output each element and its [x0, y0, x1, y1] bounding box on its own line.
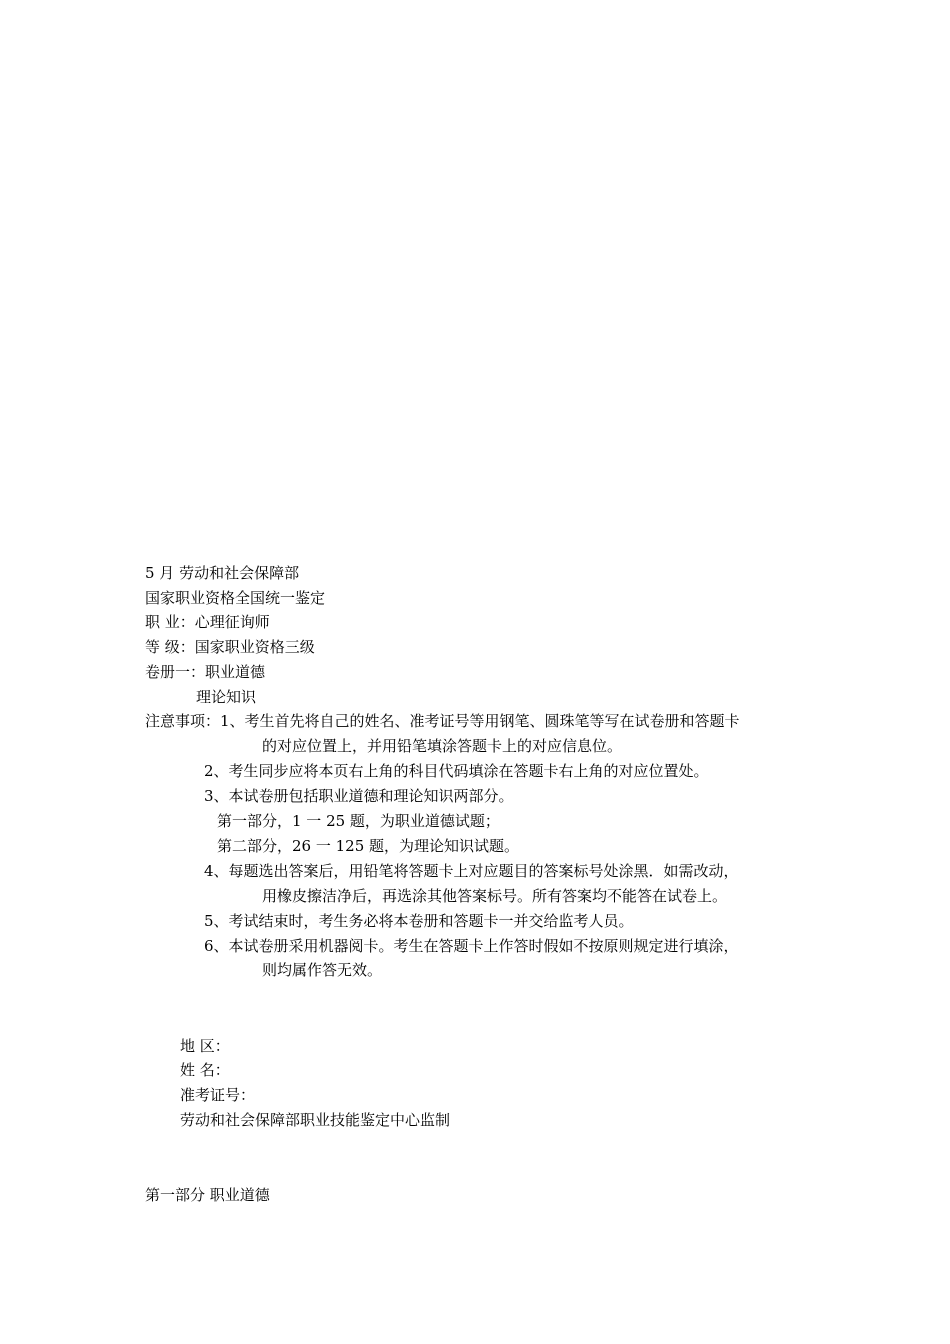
notes-item3-sub1: 第一部分，1 一 25 题，为职业道德试题；	[217, 812, 500, 830]
header-volume-sub: 理论知识	[196, 688, 257, 706]
notes-item6-cont: 则均属作答无效。	[262, 961, 383, 979]
notes-item3: 3、本试卷册包括职业道德和理论知识两部分。	[204, 787, 514, 805]
section-title: 第一部分 职业道德	[145, 1186, 270, 1204]
field-exam-id: 准考证号：	[180, 1086, 256, 1104]
notes-item5: 5、考试结束时，考生务必将本卷册和答题卡一并交给监考人员。	[204, 912, 634, 930]
notes-item2: 2、考生同步应将本页右上角的科目代码填涂在答题卡右上角的对应位置处。	[204, 762, 709, 780]
header-title: 国家职业资格全国统一鉴定	[145, 589, 326, 607]
header-volume: 卷册一：职业道德	[145, 663, 266, 681]
notes-item4-cont: 用橡皮擦洁净后，再选涂其他答案标号。所有答案均不能答在试卷上。	[262, 887, 728, 905]
header-occupation: 职 业：心理征询师	[145, 613, 270, 631]
field-supervisor: 劳动和社会保障部职业技能鉴定中心监制	[180, 1111, 451, 1129]
notes-item3-sub2: 第二部分，26 一 125 题，为理论知识试题。	[217, 837, 520, 855]
notes-label-line: 注意事项：1、考生首先将自己的姓名、准考证号等用钢笔、圆珠笔等写在试卷册和答题卡	[145, 712, 740, 730]
field-region: 地 区：	[180, 1037, 230, 1055]
notes-item6: 6、本试卷册采用机器阅卡。考生在答题卡上作答时假如不按原则规定进行填涂，	[204, 937, 739, 955]
header-date-org: 5 月 劳动和社会保障部	[145, 564, 300, 582]
field-name: 姓 名：	[180, 1061, 230, 1079]
notes-item1-cont: 的对应位置上，并用铅笔填涂答题卡上的对应信息位。	[262, 737, 623, 755]
header-level: 等 级：国家职业资格三级	[145, 638, 315, 656]
notes-item4: 4、每题选出答案后，用铅笔将答题卡上对应题目的答案标号处涂黑．如需改动，	[204, 862, 739, 880]
